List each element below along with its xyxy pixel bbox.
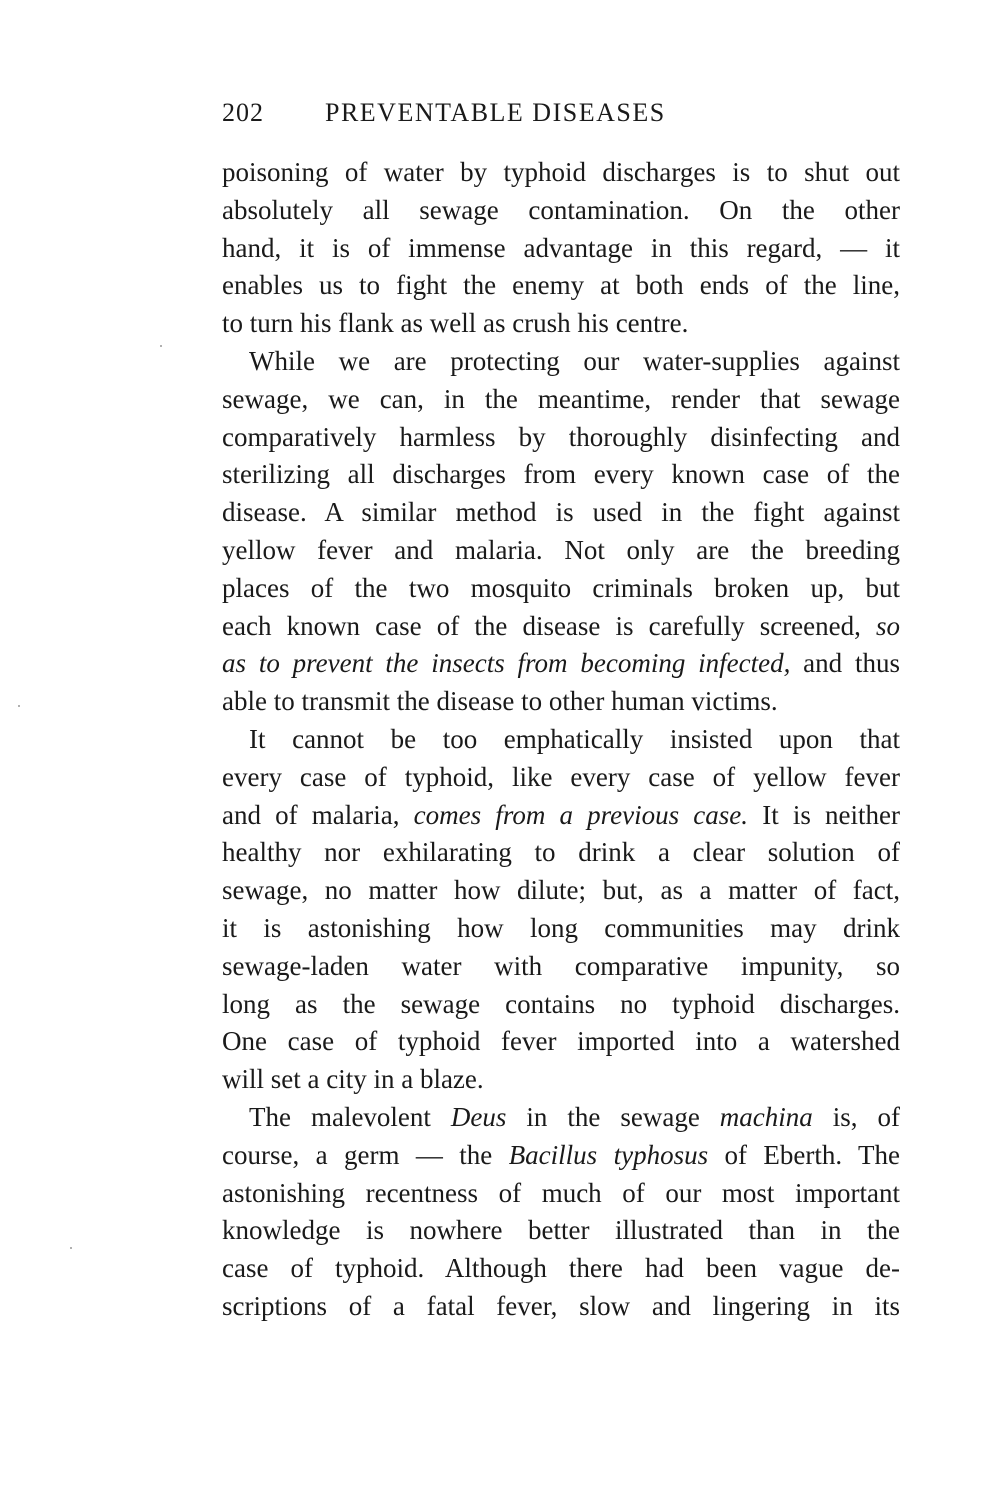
text-line	[222, 154, 900, 192]
text-segment: will set a city in a blaze.	[222, 1064, 484, 1095]
italic-text: as to prevent the insects from becoming infected,	[222, 648, 791, 679]
text-segment: yellow fever and malaria. Not only are the breeding	[222, 534, 900, 565]
text-segment: enables us to fight the enemy at both ends of the line,	[222, 270, 900, 301]
text-line	[222, 1175, 900, 1213]
text-segment: each known case of the disease is carefully screened,	[222, 610, 876, 641]
text-line	[222, 305, 900, 343]
text-segment: long as the sewage contains no typhoid discharges.	[222, 988, 900, 1019]
italic-text: comes from a previous case.	[413, 799, 749, 830]
text-line	[222, 759, 900, 797]
scan-speck	[70, 1247, 72, 1249]
text-segment: sewage-laden water with comparative impunity, so	[222, 950, 900, 981]
italic-text: Bacillus typhosus	[508, 1139, 709, 1170]
text-segment: scriptions of a fatal fever, slow and lingering in its	[222, 1290, 900, 1321]
text-segment: sterilizing all discharges from every known case of the	[222, 459, 900, 490]
text-line	[222, 948, 900, 986]
text-line	[222, 192, 900, 230]
text-line	[222, 797, 900, 835]
text-segment: places of the two mosquito criminals broken up, but	[222, 572, 900, 603]
text-line	[222, 419, 900, 457]
text-segment: course, a germ — the	[222, 1139, 509, 1170]
text-segment: to turn his flank as well as crush his centre.	[222, 308, 689, 339]
text-segment: astonishing recentness of much of our most important	[222, 1177, 900, 1208]
text-segment: sewage, we can, in the meantime, render that sewage	[222, 383, 900, 414]
text-line	[222, 1137, 900, 1175]
text-segment: comparatively harmless by thoroughly disinfecting and	[222, 421, 900, 452]
text-segment: disease. A similar method is used in the fight against	[222, 497, 900, 528]
page-number: 202	[222, 98, 264, 127]
text-segment: every case of typhoid, like every case of yellow fever	[222, 761, 900, 792]
text-line	[222, 1061, 900, 1099]
text-segment: knowledge is nowhere better illustrated than in the	[222, 1215, 900, 1246]
body-text	[222, 154, 900, 1326]
text-line	[222, 532, 900, 570]
italic-text: so	[875, 610, 900, 641]
italic-text: Deus	[450, 1101, 507, 1132]
scan-speck	[18, 705, 20, 707]
text-segment: It cannot be too emphatically insisted upon that	[249, 723, 900, 754]
text-segment: One case of typhoid fever imported into a watershed	[222, 1026, 900, 1057]
italic-text: machina	[719, 1101, 813, 1132]
text-line	[222, 1099, 900, 1137]
text-segment: in the sewage	[506, 1101, 720, 1132]
text-segment: and thus	[790, 648, 900, 679]
text-segment: able to transmit the disease to other human victims.	[222, 686, 778, 717]
running-title: PREVENTABLE DISEASES	[325, 98, 666, 127]
text-line	[222, 494, 900, 532]
text-line	[222, 343, 900, 381]
text-segment: case of typhoid. Although there had been vague de-	[222, 1253, 900, 1284]
text-line	[222, 381, 900, 419]
text-segment: It is neither	[748, 799, 900, 830]
text-line	[222, 872, 900, 910]
running-header	[222, 98, 900, 134]
text-line	[222, 267, 900, 305]
text-segment: absolutely all sewage contamination. On the other	[222, 194, 900, 225]
text-line	[222, 456, 900, 494]
text-segment: sewage, no matter how dilute; but, as a matter of fact,	[222, 875, 900, 906]
text-segment: is, of	[812, 1101, 900, 1132]
text-line	[222, 570, 900, 608]
text-line	[222, 721, 900, 759]
text-line	[222, 834, 900, 872]
text-line	[222, 1023, 900, 1061]
text-segment: of Eberth. The	[708, 1139, 901, 1170]
text-segment: healthy nor exhilarating to drink a clear solution of	[222, 837, 900, 868]
text-line	[222, 910, 900, 948]
text-segment: The malevolent	[249, 1101, 451, 1132]
text-segment: hand, it is of immense advantage in this regard, — it	[222, 232, 900, 263]
text-segment: it is astonishing how long communities may drink	[222, 912, 900, 943]
text-line	[222, 986, 900, 1024]
text-line	[222, 608, 900, 646]
text-segment: poisoning of water by typhoid discharges is to shut out	[222, 157, 900, 187]
text-line	[222, 230, 900, 268]
scan-speck	[160, 345, 162, 347]
text-line	[222, 1250, 900, 1288]
text-line	[222, 645, 900, 683]
text-line	[222, 683, 900, 721]
text-segment: and of malaria,	[222, 799, 414, 830]
text-line	[222, 1212, 900, 1250]
text-segment: While we are protecting our water-supplies against	[249, 345, 900, 376]
text-line	[222, 1288, 900, 1326]
